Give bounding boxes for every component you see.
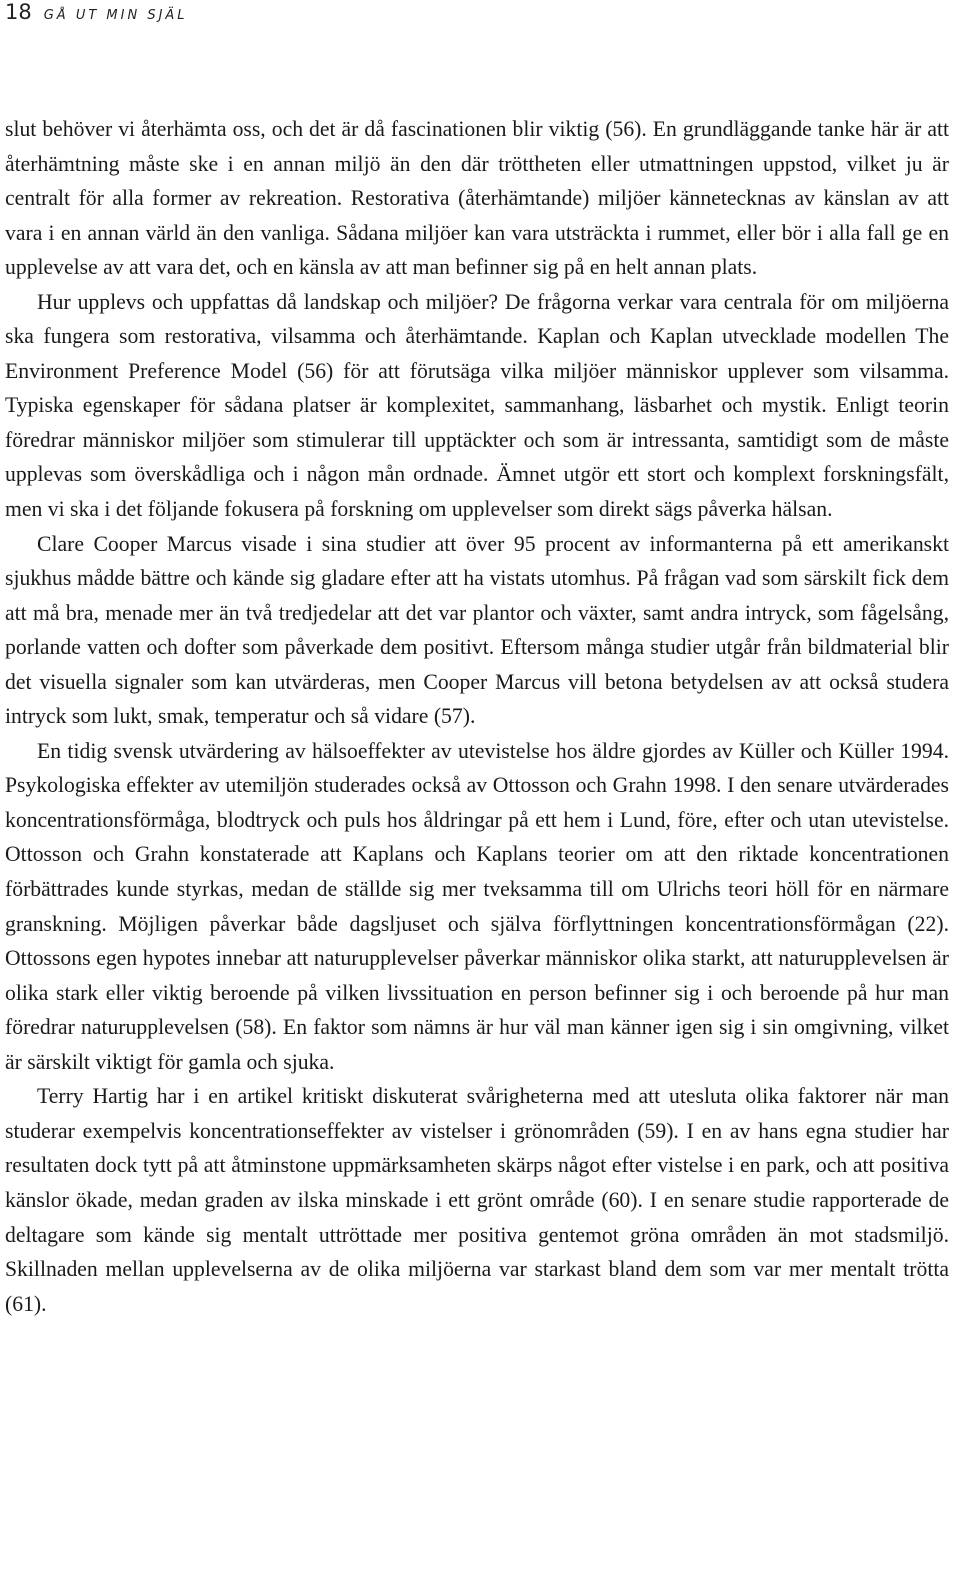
paragraph: Terry Hartig har i en artikel kritiskt diskuterat svårigheterna med att utesluta olika faktorer när man studerar exempelvis koncentrationseffekter av vistelser i grönområden (59). I en av hans egna studier har resultaten dock tytt på att åtminstone uppmärksamheten skärps något efter vistelse i en park, och att positiva känslor ökade, medan graden av ilska minskade i ett grönt område (60). I en senare studie rapporterade de deltagare som kände sig mentalt uttröttade mer positiva gentemot gröna områden än mot stadsmiljö. Skillnaden mellan upplevelserna av de olika miljöerna var starkast bland dem som var mer mentalt trötta (61).	[5, 1084, 949, 1316]
book-title: GÅ UT MIN SJÄL	[43, 8, 188, 23]
running-head	[5, 0, 188, 30]
page-number: 18	[5, 0, 32, 24]
paragraph: En tidig svensk utvärdering av hälsoeffekter av utevistelse hos äldre gjordes av Küller och Küller 1994. Psykologiska effekter av utemiljön studerades också av Ottosson och Grahn 1998. I den senare utvärderades koncentrationsförmåga, blodtryck och puls hos åldringar på ett hem i Lund, före, efter och utan utevistelse. Ottosson och Grahn konstaterade att Kaplans och Kaplans teorier om att den riktade koncentrationen förbättrades kunde styrkas, medan de ställde sig mer tveksamma till om Ulrichs teori höll för en närmare granskning. Möjligen påverkar både dagsljuset och själva förflyttningen koncentrationsförmågan (22). Ottossons egen hypotes innebar att naturupplevelser påverkar människor olika starkt, att naturupplevelsen är olika stark eller viktig beroende på vilken livssituation en person befinner sig i och beroende på hur man föredrar naturupplevelsen (58). En faktor som nämns är hur väl man känner igen sig i sin omgivning, vilket är särskilt viktigt för gamla och sjuka.	[5, 738, 949, 1074]
paragraph: slut behöver vi återhämta oss, och det är då fascinationen blir viktig (56). En grundläggande tanke här är att återhämtning måste ske i en annan miljö än den där tröttheten eller utmattningen uppstod, vilket ju är centralt för alla former av rekreation. Restorativa (återhämtande) miljöer kännetecknas av känslan av att vara i en annan värld än den vanliga. Sådana miljöer kan vara utsträckta i rummet, eller bör i alla fall ge en upplevelse av att vara det, och en känsla av att man befinner sig på en helt annan plats.	[5, 117, 949, 280]
body-text	[5, 112, 949, 1321]
paragraph: Hur upplevs och uppfattas då landskap och miljöer? De frågorna verkar vara centrala för om miljöerna ska fungera som restorativa, vilsamma och återhämtande. Kaplan och Kaplan utvecklade modellen The Environment Preference Model (56) för att förutsäga vilka miljöer människor upplever som vilsamma. Typiska egenskaper för sådana platser är komplexitet, sammanhang, läsbarhet och mystik. Enligt teorin föredrar människor miljöer som stimulerar till upptäckter och som är intressanta, samtidigt som de måste upplevas som överskådliga och i någon mån ordnade. Ämnet utgör ett stort och komplext forskningsfält, men vi ska i det följande fokusera på forskning om upplevelser som direkt sägs påverka hälsan.	[5, 289, 949, 522]
paragraph: Clare Cooper Marcus visade i sina studier att över 95 procent av informanterna på ett amerikanskt sjukhus mådde bättre och kände sig gladare efter att ha vistats utomhus. På frågan vad som särskilt fick dem att må bra, menade mer än två tredjedelar att det var plantor och växter, samt andra intryck, som fågelsång, porlande vatten och dofter som påverkade dem positivt. Eftersom många studier utgår från bildmaterial blir det visuella signaler som kan utvärderas, men Cooper Marcus vill betona betydelsen av att också studera intryck som lukt, smak, temperatur och så vidare (57).	[5, 531, 949, 729]
